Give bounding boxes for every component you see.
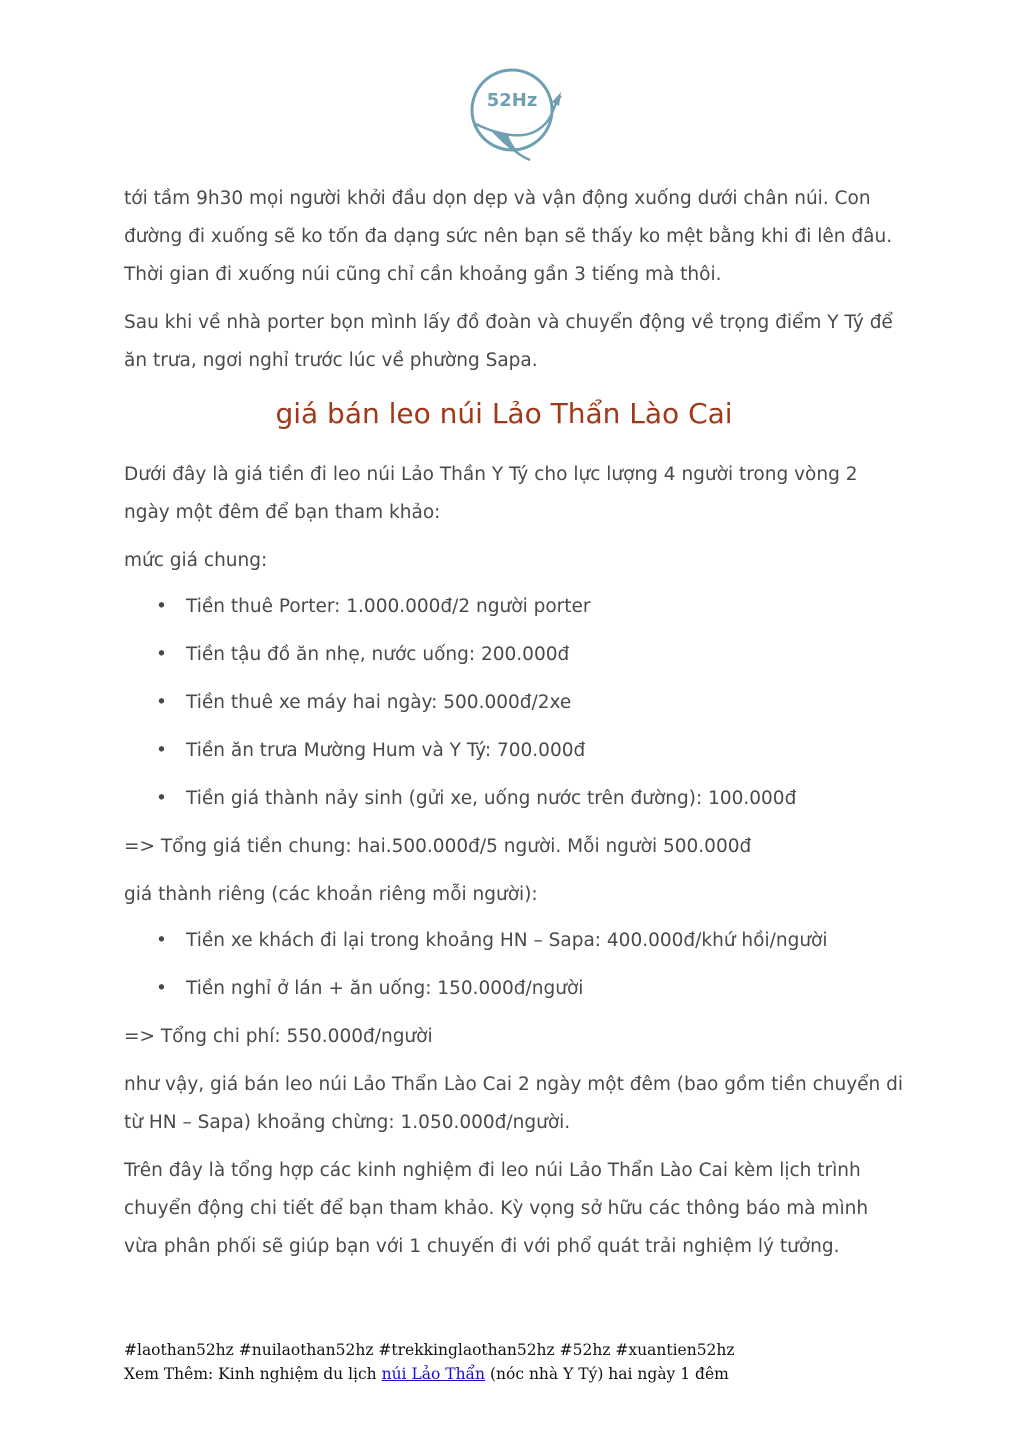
bullet-icon: • <box>156 644 167 665</box>
footer <box>124 1338 924 1386</box>
list-item <box>156 970 904 1008</box>
see-more-line <box>124 1362 924 1386</box>
list-item-text: Tiền nghỉ ở lán + ăn uống: 150.000đ/người <box>186 978 584 999</box>
section-heading: giá bán leo núi Lảo Thẩn Lào Cai <box>275 397 733 430</box>
common-cost-label: mức giá chung: <box>124 550 268 571</box>
intro-paragraph: Dưới đây là giá tiền đi leo núi Lảo Thần Y Tý cho lực lượng 4 người trong vòng 2 ngày một đêm để bạn tham khảo: <box>124 464 858 523</box>
bullet-icon: • <box>156 978 167 999</box>
paragraph-descent: tới tầm 9h30 mọi người khởi đầu dọn dẹp và vận động xuống dưới chân núi. Con đường đi xuống sẽ ko tốn đa dạng sức nên bạn sẽ thấy ko mệt bằng khi đi lên đâu. Thời gian đi xuống núi cũng chỉ cần khoảng gần 3 tiếng mà thôi. <box>124 188 893 285</box>
whale-icon <box>462 62 562 162</box>
bullet-icon: • <box>156 692 167 713</box>
brand-logo <box>462 62 562 162</box>
list-item <box>156 732 904 770</box>
article-body <box>124 180 904 1276</box>
list-item <box>156 636 904 674</box>
bullet-icon: • <box>156 930 167 951</box>
private-cost-list <box>124 922 904 1008</box>
list-item-text: Tiền giá thành nảy sinh (gửi xe, uống nước trên đường): 100.000đ <box>186 788 797 809</box>
private-total: => Tổng chi phí: 550.000đ/người <box>124 1026 433 1047</box>
list-item <box>156 588 904 626</box>
bullet-icon: • <box>156 596 167 617</box>
common-total: => Tổng giá tiền chung: hai.500.000đ/5 người. Mỗi người 500.000đ <box>124 836 752 857</box>
summary-paragraph: như vậy, giá bán leo núi Lảo Thẩn Lào Cai 2 ngày một đêm (bao gồm tiền chuyển di từ HN – Sapa) khoảng chừng: 1.050.000đ/người. <box>124 1074 904 1133</box>
list-item <box>156 922 904 960</box>
bullet-icon: • <box>156 788 167 809</box>
see-more-prefix: Xem Thêm: Kinh nghiệm du lịch <box>124 1365 382 1383</box>
private-cost-label: giá thành riêng (các khoản riêng mỗi người): <box>124 884 538 905</box>
bullet-icon: • <box>156 740 167 761</box>
common-cost-list <box>124 588 904 818</box>
closing-paragraph: Trên đây là tổng hợp các kinh nghiệm đi leo núi Lảo Thẩn Lào Cai kèm lịch trình chuyển động chi tiết để bạn tham khảo. Kỳ vọng sở hữu các thông báo mà mình vừa phân phối sẽ giúp bạn với 1 chuyến đi với phổ quát trải nghiệm lý tưởng. <box>124 1160 869 1257</box>
list-item <box>156 780 904 818</box>
see-more-suffix: (nóc nhà Y Tý) hai ngày 1 đêm <box>485 1365 729 1383</box>
list-item-text: Tiền thuê xe máy hai ngày: 500.000đ/2xe <box>186 692 572 713</box>
hashtags: #laothan52hz #nuilaothan52hz #trekkinglaothan52hz #52hz #xuantien52hz <box>124 1341 735 1359</box>
list-item <box>156 684 904 722</box>
see-more-link[interactable]: núi Lảo Thẩn <box>381 1365 486 1383</box>
list-item-text: Tiền thuê Porter: 1.000.000đ/2 người porter <box>186 596 591 617</box>
list-item-text: Tiền xe khách đi lại trong khoảng HN – Sapa: 400.000đ/khứ hồi/người <box>186 930 828 951</box>
paragraph-return: Sau khi về nhà porter bọn mình lấy đồ đoàn và chuyển động về trọng điểm Y Tý để ăn trưa, ngơi nghỉ trước lúc về phường Sapa. <box>124 312 893 371</box>
list-item-text: Tiền tậu đồ ăn nhẹ, nước uống: 200.000đ <box>186 644 570 665</box>
logo-text: 52Hz <box>486 90 538 111</box>
list-item-text: Tiền ăn trưa Mường Hum và Y Tý: 700.000đ <box>186 740 586 761</box>
